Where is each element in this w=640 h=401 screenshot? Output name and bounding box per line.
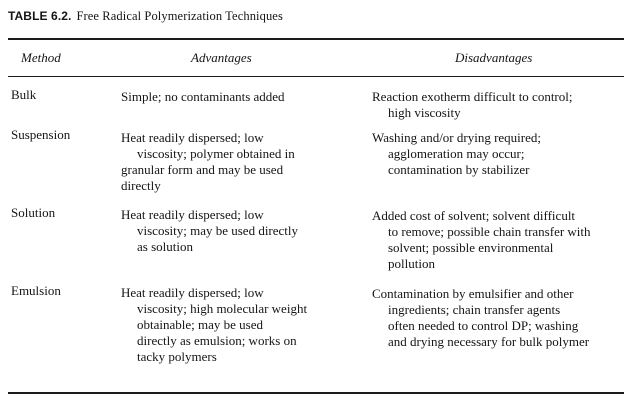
advantages-cell [121,207,298,255]
advantages-line: Heat readily dispersed; low [121,285,264,300]
advantages-cell [121,285,307,365]
header-advantages: Advantages [191,50,252,65]
disadvantages-cell [372,208,591,272]
header-method: Method [21,50,61,65]
disadvantages-line: agglomeration may occur; [388,146,525,161]
disadvantages-line: often needed to control DP; washing [388,318,579,333]
top-rule [8,38,624,40]
method-cell: Bulk [11,87,37,102]
advantages-line: obtainable; may be used [137,317,263,332]
advantages-line: directly [121,178,161,193]
disadvantages-line: pollution [388,256,435,271]
advantages-line: tacky polymers [137,349,217,364]
advantages-line: viscosity; may be used directly [137,223,299,238]
advantages-line: viscosity; high molecular weight [137,301,308,316]
advantages-cell [121,89,285,105]
disadvantages-line: ingredients; chain transfer agents [388,302,561,317]
advantages-line: Simple; no contaminants added [121,89,285,104]
bottom-rule [8,392,624,394]
advantages-line: Heat readily dispersed; low [121,207,264,222]
disadvantages-line: and drying necessary for bulk polymer [388,334,590,349]
method-cell: Emulsion [11,283,61,298]
disadvantages-line: Added cost of solvent; solvent difficult [372,208,576,223]
disadvantages-line: Washing and/or drying required; [372,130,541,145]
header-rule [8,76,624,77]
disadvantages-line: solvent; possible environmental [388,240,554,255]
disadvantages-line: contamination by stabilizer [388,162,530,177]
advantages-line: granular form and may be used [121,162,284,177]
disadvantages-cell [372,89,572,121]
table-caption [8,9,283,24]
method-cell: Suspension [11,127,71,142]
header-disadvantages: Disadvantages [455,50,533,65]
disadvantages-cell [372,130,541,178]
table-title: Free Radical Polymerization Techniques [76,9,283,23]
method-cell: Solution [11,205,56,220]
disadvantages-line: Contamination by emulsifier and other [372,286,574,301]
advantages-line: directly as emulsion; works on [137,333,297,348]
disadvantages-line: high viscosity [388,105,461,120]
advantages-line: as solution [137,239,193,254]
table-label: TABLE 6.2. [8,9,72,23]
disadvantages-cell [372,286,589,350]
disadvantages-line: to remove; possible chain transfer with [388,224,591,239]
advantages-line: Heat readily dispersed; low [121,130,264,145]
disadvantages-line: Reaction exotherm difficult to control; [372,89,573,104]
advantages-line: viscosity; polymer obtained in [137,146,295,161]
advantages-cell [121,130,295,194]
